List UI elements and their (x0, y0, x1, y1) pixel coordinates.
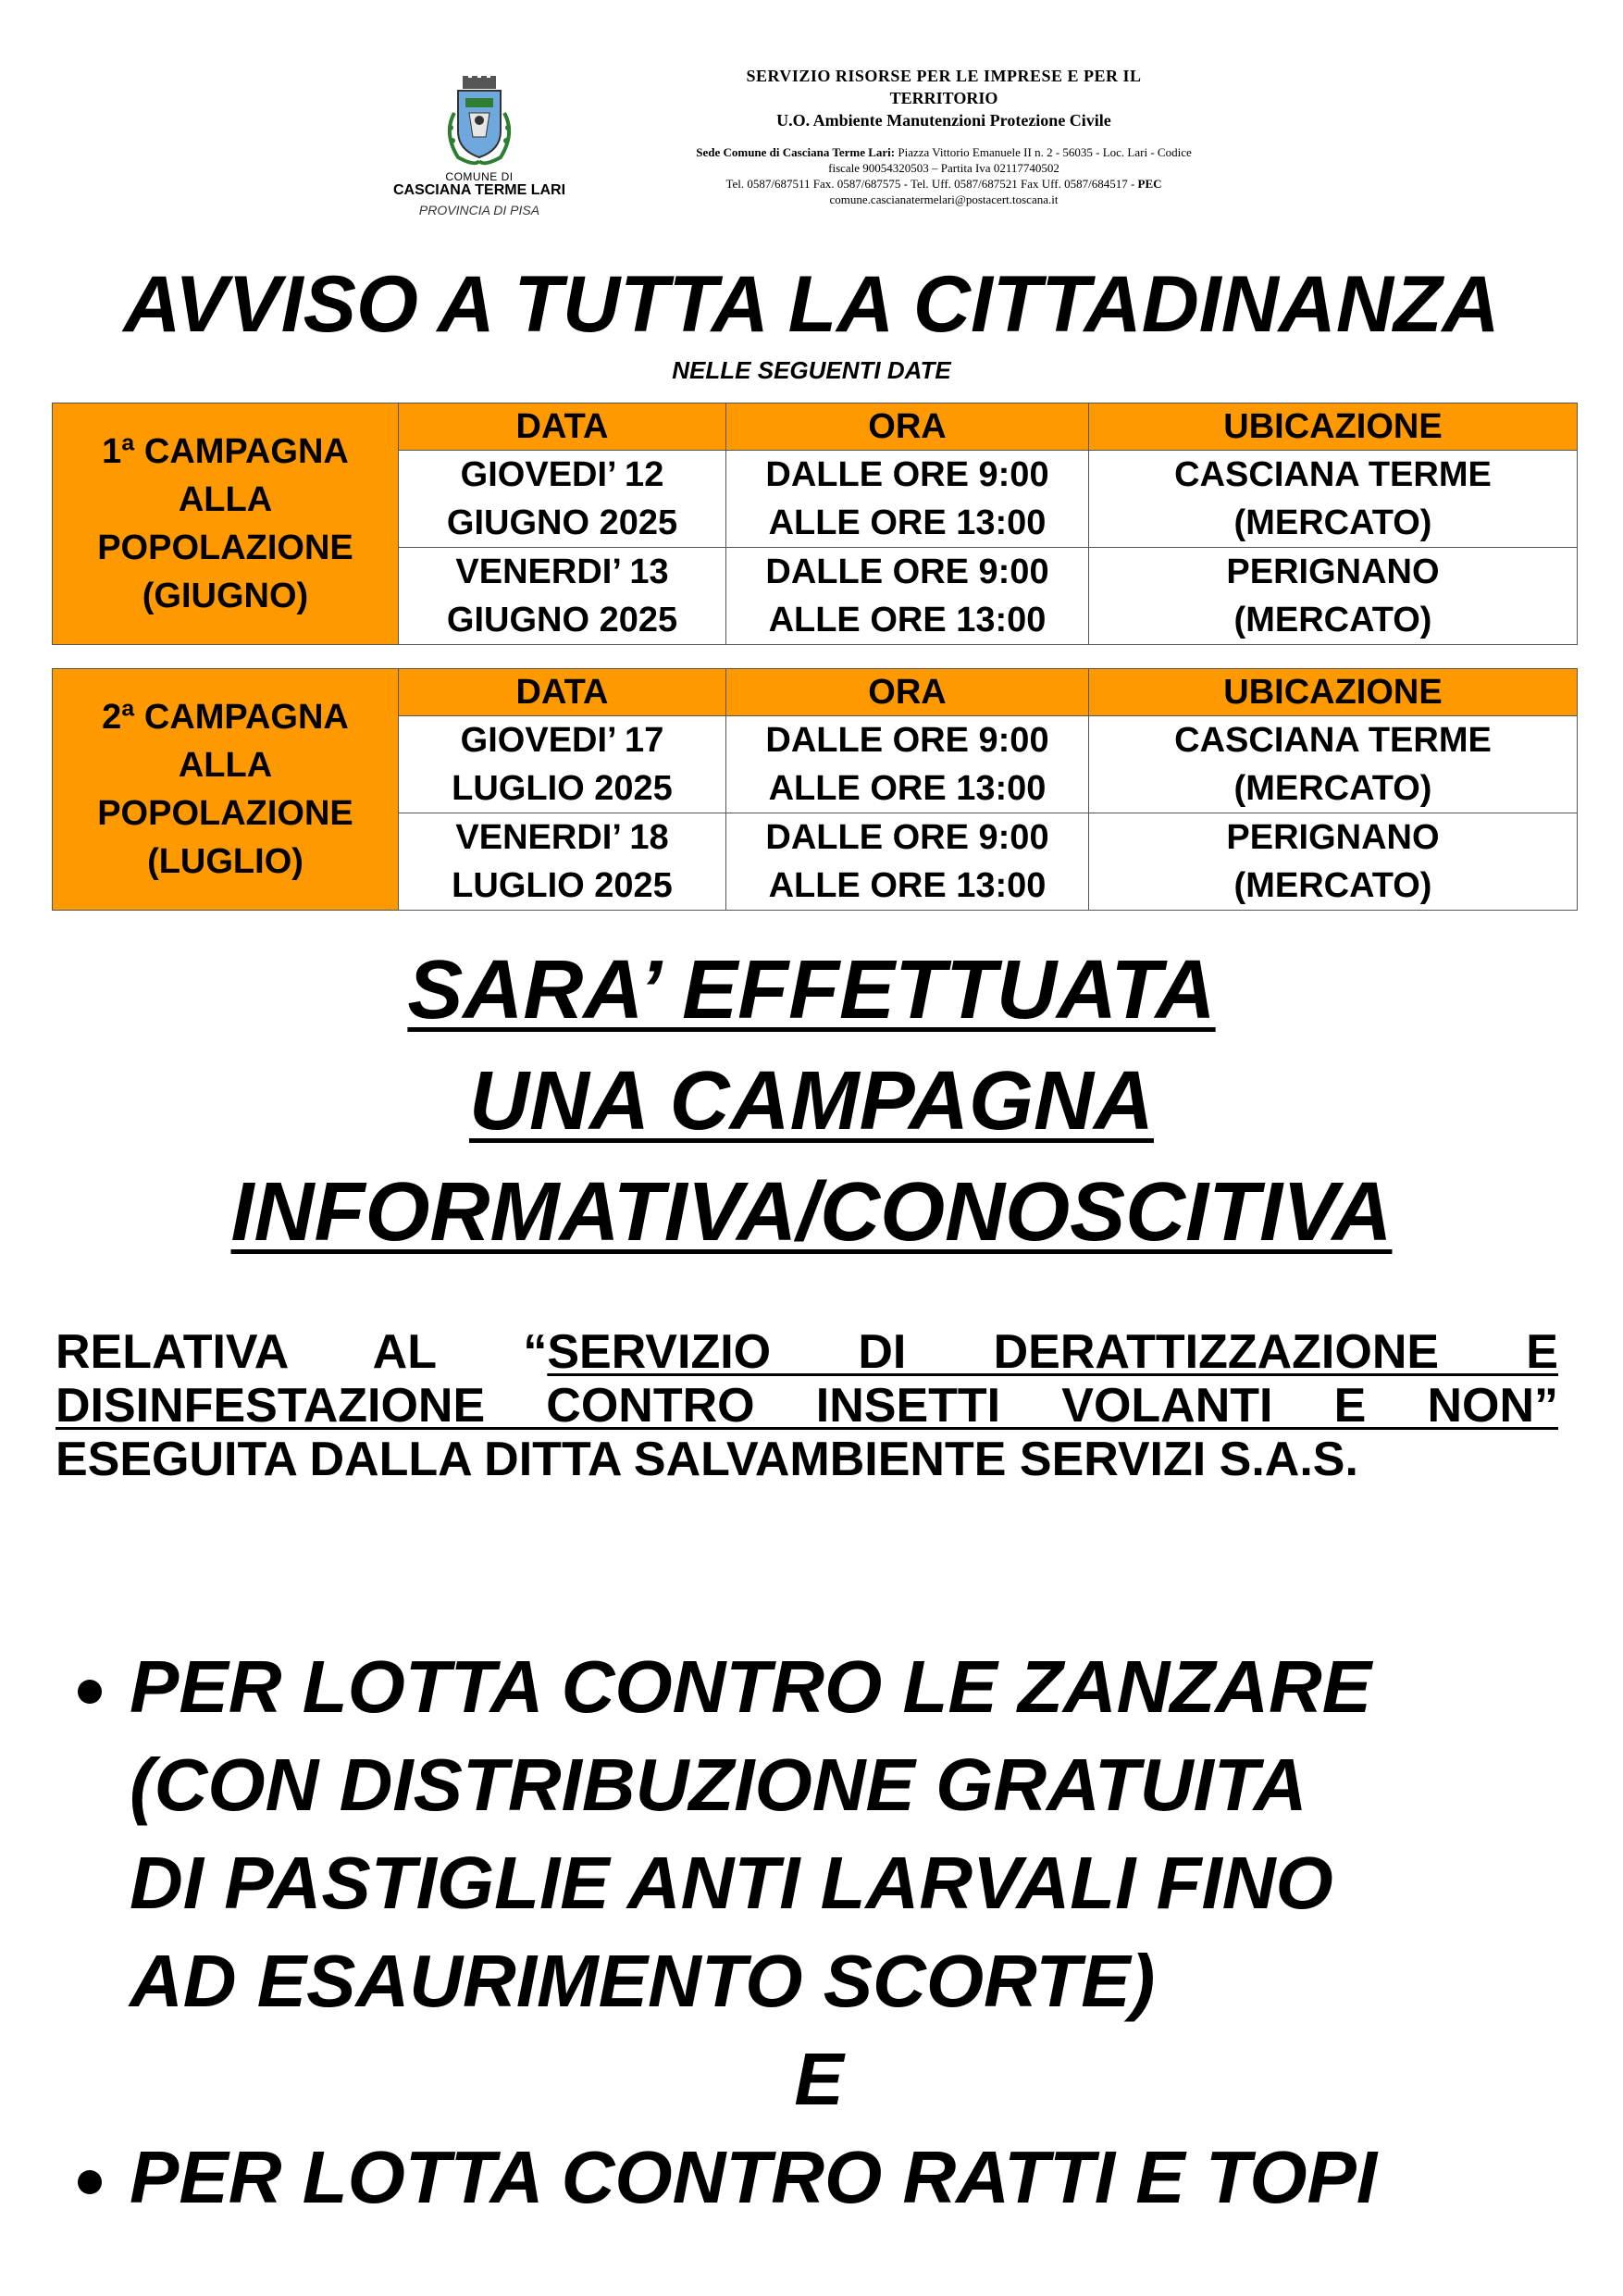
column-header-ubicazione: UBICAZIONE (1089, 669, 1578, 716)
campaign-label-line: POPOLAZIONE (97, 528, 353, 567)
bullet-text-line: AD ESAURIMENTO SCORTE) (130, 1940, 1156, 2022)
column-header-ora: ORA (726, 669, 1089, 716)
service-lead: RELATIVA AL “ (56, 1325, 548, 1379)
page-title: AVVISO A TUTTA LA CITTADINANZA (123, 260, 1500, 349)
bullet-text-line: PER LOTTA CONTRO LE ZANZARE (130, 1645, 1372, 1728)
time-cell: DALLE ORE 9:00 ALLE ORE 13:00 (726, 716, 1089, 813)
fiscal-info: fiscale 90054320503 – Partita Iva 02117740502 (828, 161, 1059, 175)
campaign-label-line: (GIUGNO) (142, 577, 309, 615)
sede-text: Piazza Vittorio Emanuele II n. 2 - 56035 - Loc. Lari - Codice (895, 145, 1192, 159)
campaign-label-line: (LUGLIO) (147, 842, 304, 881)
date-cell: GIOVEDI’ 17 LUGLIO 2025 (399, 716, 726, 813)
bullet-icon (78, 2170, 102, 2194)
pec-email: comune.cascianatermelari@postacert.toscana.it (829, 192, 1059, 206)
date-cell: VENERDI’ 18 LUGLIO 2025 (399, 813, 726, 911)
service-name: SERVIZIO DI DERATTIZZAZIONE E DISINFESTAZIONE CONTRO INSETTI VOLANTI E NON” (56, 1325, 1558, 1433)
time-cell: DALLE ORE 9:00 ALLE ORE 13:00 (726, 548, 1089, 645)
column-header-data: DATA (399, 403, 726, 451)
logo-provincia: PROVINCIA DI PISA (418, 203, 540, 217)
location-cell: CASCIANA TERME (MERCATO) (1089, 716, 1578, 813)
date-cell: GIOVEDI’ 12 GIUGNO 2025 (399, 451, 726, 548)
office-title-line1: SERVIZIO RISORSE PER LE IMPRESE E PER IL (746, 67, 1142, 85)
campaign-label-line: ALLA (178, 746, 273, 785)
list-item (65, 1638, 1573, 2030)
notice-line-2: UNA CAMPAGNA (469, 1055, 1154, 1148)
bullet-text-line: PER LOTTA CONTRO RATTI E TOPI (130, 2136, 1378, 2218)
office-title-line2: TERRITORIO (889, 89, 998, 107)
municipality-logo (387, 76, 572, 241)
column-header-ubicazione: UBICAZIONE (1089, 403, 1578, 451)
sede-label: Sede Comune di Casciana Terme Lari: (696, 145, 896, 159)
date-cell: VENERDI’ 13 GIUGNO 2025 (399, 548, 726, 645)
campaign-label (53, 669, 399, 911)
bullet-text-line: (CON DISTRIBUZIONE GRATUITA (130, 1744, 1307, 1826)
coat-of-arms-icon (438, 76, 521, 168)
campaign-table-june (52, 403, 1578, 645)
column-header-ora: ORA (726, 403, 1089, 451)
list-item (65, 2128, 1573, 2227)
campaign-label-line: 2ª CAMPAGNA (102, 698, 349, 737)
time-cell: DALLE ORE 9:00 ALLE ORE 13:00 (726, 451, 1089, 548)
location-cell: CASCIANA TERME (MERCATO) (1089, 451, 1578, 548)
office-header (629, 65, 1258, 207)
column-header-data: DATA (399, 669, 726, 716)
notice-line-1: SARA’ EFFETTUATA (407, 944, 1216, 1036)
office-unit: U.O. Ambiente Manutenzioni Protezione Civile (776, 111, 1111, 130)
location-cell: PERIGNANO (MERCATO) (1089, 813, 1578, 911)
location-cell: PERIGNANO (MERCATO) (1089, 548, 1578, 645)
campaign-label-line: 1ª CAMPAGNA (102, 432, 349, 471)
conjunction-e: E (794, 2038, 844, 2120)
service-description (56, 1325, 1558, 1486)
notice-line-3: INFORMATIVA/CONOSCITIVA (230, 1166, 1393, 1259)
pec-label: PEC (1137, 177, 1162, 191)
office-address (629, 144, 1258, 207)
campaign-table-july (52, 668, 1578, 911)
bullet-text-line: DI PASTIGLIE ANTI LARVALI FINO (130, 1842, 1333, 1924)
bullet-list (65, 1638, 1573, 2227)
campaign-label (53, 403, 399, 645)
time-cell: DALLE ORE 9:00 ALLE ORE 13:00 (726, 813, 1089, 911)
bullet-icon (78, 1680, 102, 1704)
page-subtitle: NELLE SEGUENTI DATE (672, 356, 951, 384)
campaign-label-line: ALLA (178, 480, 273, 519)
phone-info: Tel. 0587/687511 Fax. 0587/687575 - Tel. Uff. 0587/687521 Fax Uff. 0587/684517 - (725, 177, 1138, 191)
campaign-label-line: POPOLAZIONE (97, 794, 353, 833)
logo-comune-di: COMUNE DI (445, 170, 514, 183)
service-tail: ESEGUITA DALLA DITTA SALVAMBIENTE SERVIZI S.A.S. (56, 1433, 1358, 1486)
logo-comune-name: CASCIANA TERME LARI (392, 182, 566, 198)
